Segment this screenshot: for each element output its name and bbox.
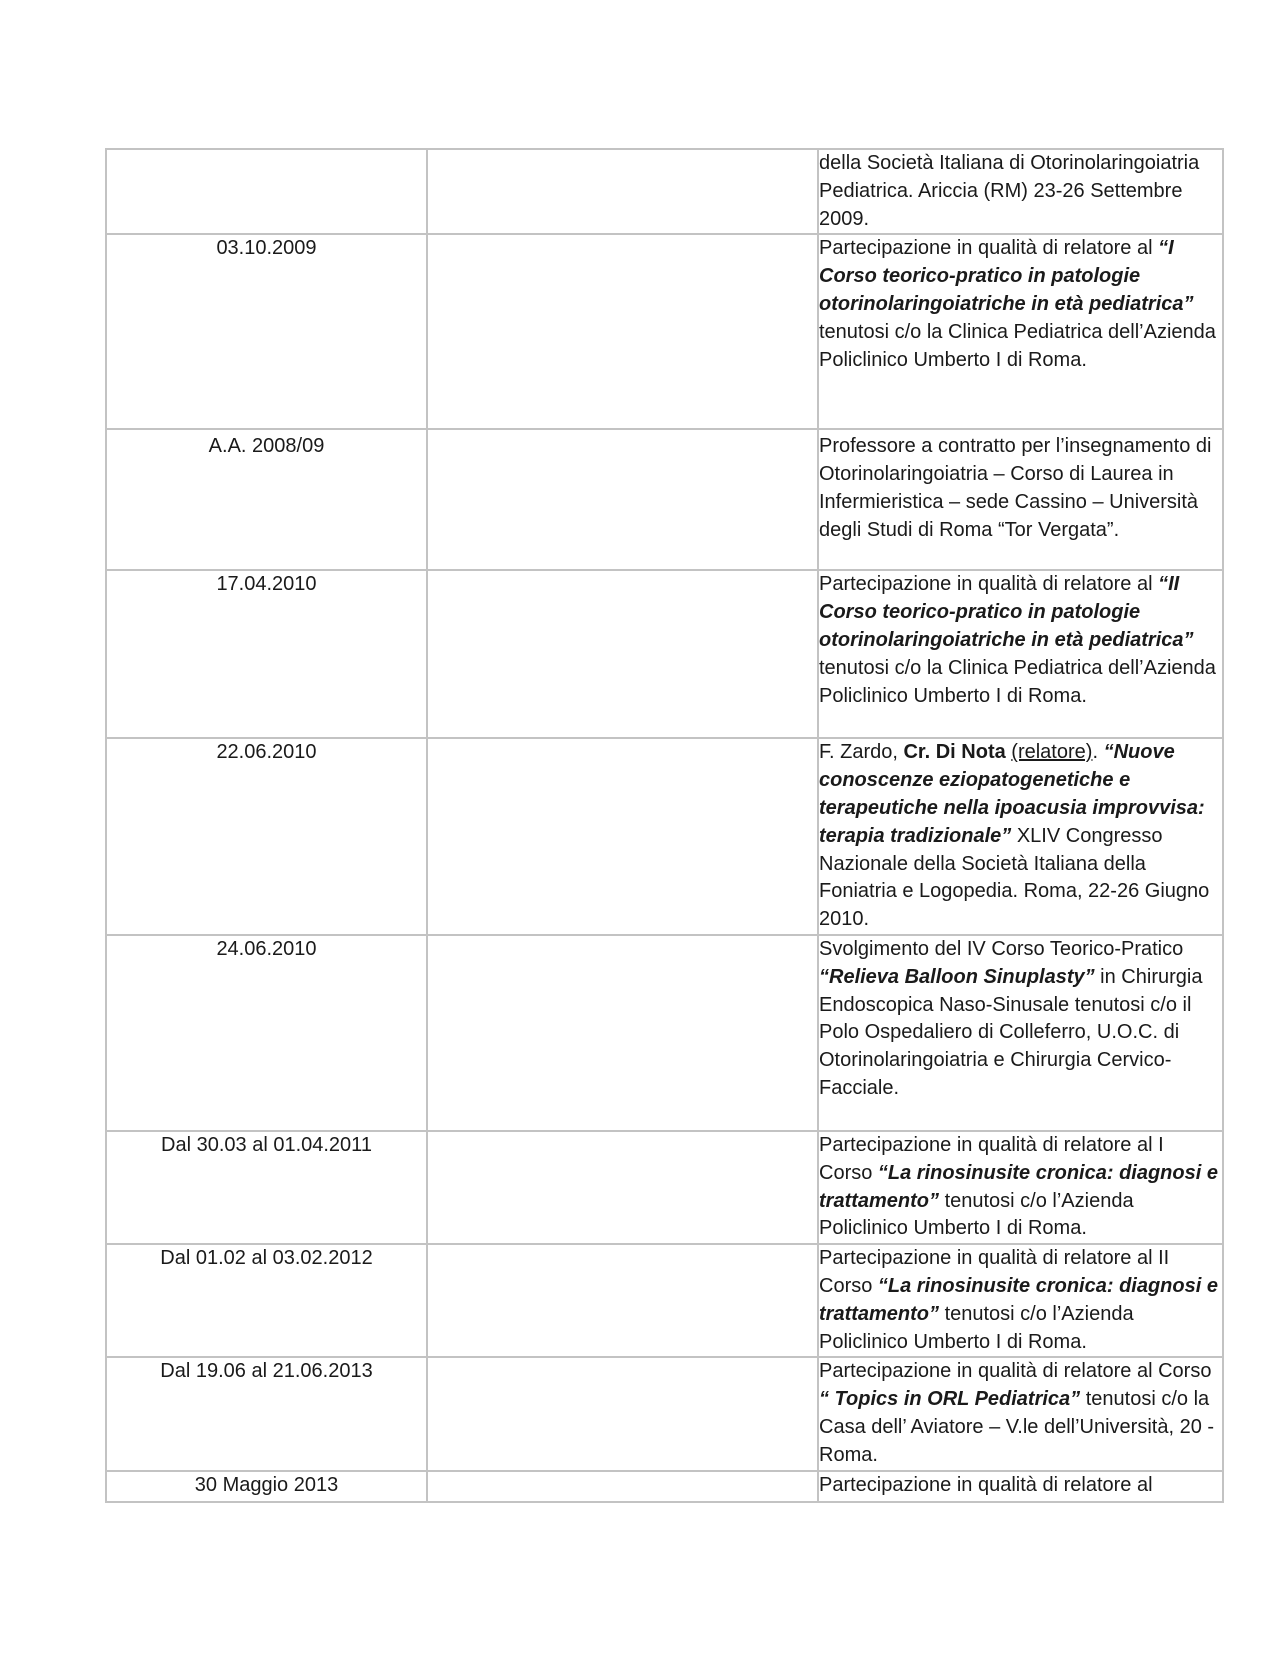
empty-cell: [427, 149, 818, 234]
description-text: Professore a contratto per l’insegnamento di Otorinolaringoiatria – Corso di Laurea in Infermieristica – sede Cassino – Università degli Studi di Roma “Tor Vergata”.: [819, 435, 1212, 541]
description-text: Partecipazione in qualità di relatore al Corso: [819, 1360, 1212, 1383]
empty-cell: [427, 570, 818, 738]
empty-cell: [427, 1131, 818, 1244]
empty-cell: [427, 1244, 818, 1357]
table-row: [106, 738, 1223, 935]
empty-cell: [427, 738, 818, 935]
empty-cell: [427, 1471, 818, 1502]
description-cell: [818, 234, 1223, 429]
date-cell: 30 Maggio 2013: [106, 1471, 427, 1502]
description-text: Svolgimento del IV Corso Teorico-Pratico: [819, 937, 1184, 960]
course-title: “I Corso teorico-pratico in patologie otorinolaringoiatriche in età pediatrica”: [819, 237, 1194, 315]
course-title: “Relieva Balloon Sinuplasty”: [819, 965, 1095, 988]
description-text: F. Zardo,: [819, 741, 904, 764]
date-cell: Dal 01.02 al 03.02.2012: [106, 1244, 427, 1357]
table-row: [106, 429, 1223, 570]
date-cell: 24.06.2010: [106, 935, 427, 1131]
empty-cell: [427, 234, 818, 429]
course-title: “La rinosinusite cronica: diagnosi e trattamento”: [819, 1161, 1218, 1212]
date-cell: A.A. 2008/09: [106, 429, 427, 570]
description-text: della Società Italiana di Otorinolaringoiatria Pediatrica. Ariccia (RM) 23-26 Settembre 2009.: [819, 152, 1200, 230]
table-row: [106, 1131, 1223, 1244]
description-text: Partecipazione in qualità di relatore al: [819, 237, 1159, 260]
table-row: [106, 570, 1223, 738]
table-row: [106, 1244, 1223, 1357]
description-cell: [818, 570, 1223, 738]
description-cell: [818, 1131, 1223, 1244]
table-row: [106, 234, 1223, 429]
description-text: tenutosi c/o la Clinica Pediatrica dell’Azienda Policlinico Umberto I di Roma.: [819, 656, 1216, 707]
description-cell: [818, 429, 1223, 570]
description-cell: [818, 935, 1223, 1131]
course-title: “II Corso teorico-pratico in patologie otorinolaringoiatriche in età pediatrica”: [819, 573, 1194, 651]
date-cell: Dal 19.06 al 21.06.2013: [106, 1357, 427, 1470]
description-cell: [818, 149, 1223, 234]
description-cell: [818, 738, 1223, 935]
date-cell: [106, 149, 427, 234]
description-text: Partecipazione in qualità di relatore al: [819, 1473, 1153, 1496]
talk-title: “Nuove conoscenze eziopatogenetiche e terapeutiche nella ipoacusia improvvisa: terapia tradizionale”: [819, 741, 1205, 847]
table-row: [106, 935, 1223, 1131]
description-text: Partecipazione in qualità di relatore al II Corso: [819, 1247, 1170, 1297]
description-text: in Chirurgia Endoscopica Naso-Sinusale tenutosi c/o il Polo Ospedaliero di Colleferro, U.O.C. di Otorinolaringoiatria e Chirurgia Cervico-Facciale.: [819, 965, 1203, 1099]
table-row: [106, 1357, 1223, 1470]
date-cell: 03.10.2009: [106, 234, 427, 429]
empty-cell: [427, 1357, 818, 1470]
table-row: [106, 149, 1223, 234]
date-cell: Dal 30.03 al 01.04.2011: [106, 1131, 427, 1244]
date-cell: 17.04.2010: [106, 570, 427, 738]
course-title: “La rinosinusite cronica: diagnosi e trattamento”: [819, 1274, 1218, 1325]
course-title: “ Topics in ORL Pediatrica”: [819, 1388, 1081, 1411]
cv-table: [105, 148, 1224, 1503]
empty-cell: [427, 935, 818, 1131]
description-text: tenutosi c/o la Clinica Pediatrica dell’Azienda Policlinico Umberto I di Roma.: [819, 320, 1216, 371]
description-cell: [818, 1471, 1223, 1502]
description-text: XLIV Congresso Nazionale della Società Italiana della Foniatria e Logopedia. Roma, 22-26 Giugno 2010.: [819, 824, 1210, 931]
description-text: .: [1092, 741, 1104, 764]
description-text: tenutosi c/o la Casa dell’ Aviatore – V.le dell’Università, 20 - Roma.: [819, 1388, 1215, 1466]
description-text: Partecipazione in qualità di relatore al: [819, 573, 1159, 596]
description-cell: [818, 1357, 1223, 1470]
description-text: Partecipazione in qualità di relatore al I Corso: [819, 1133, 1164, 1184]
description-text: tenutosi c/o l’Azienda Policlinico Umberto I di Roma.: [819, 1189, 1134, 1240]
table-row: [106, 1471, 1223, 1502]
date-cell: 22.06.2010: [106, 738, 427, 935]
description-cell: [818, 1244, 1223, 1357]
author-role: (relatore): [1011, 741, 1093, 764]
empty-cell: [427, 429, 818, 570]
description-text: tenutosi c/o l’Azienda Policlinico Umberto I di Roma.: [819, 1302, 1134, 1353]
author-name: Cr. Di Nota: [903, 741, 1006, 764]
